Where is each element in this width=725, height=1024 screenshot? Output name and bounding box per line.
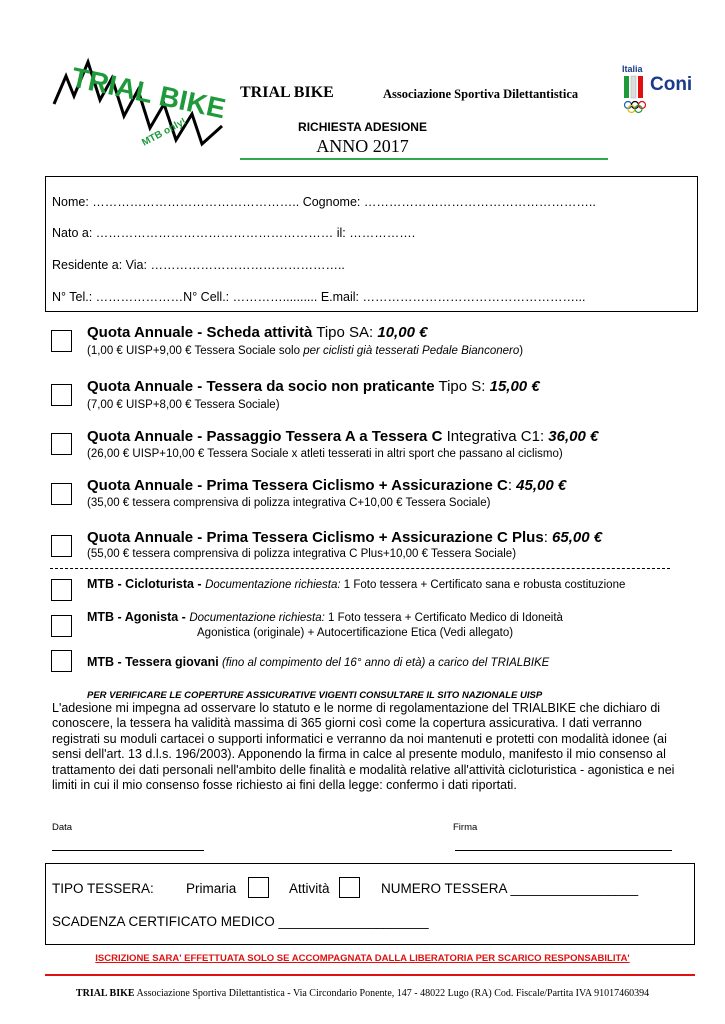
quota-c-detail: (35,00 € tessera comprensiva di polizza integrativa C+10,00 € Tessera Sociale): [87, 497, 491, 509]
quota-sa-detail-b: ): [519, 345, 524, 357]
quota-c1-type: Integrativa C1:: [442, 428, 549, 445]
mtb-cicloturista-doc: Documentazione richiesta:: [205, 579, 341, 591]
form-year: ANNO 2017: [316, 136, 409, 156]
mtb-cicloturista-checkbox[interactable]: [51, 579, 72, 601]
quota-c-price: 45,00 €: [516, 477, 567, 494]
liberatoria-note: ISCRIZIONE SARA' EFFETTUATA SOLO SE ACCOMPAGNATA DALLA LIBERATORIA PER SCARICO RESPONSABILITA': [95, 953, 630, 964]
quota-s-title: [87, 378, 540, 395]
header-subtitle: Associazione Sportiva Dilettantistica: [383, 87, 579, 101]
logo-text: TRIAL BIKE: [68, 61, 229, 125]
attivita-checkbox[interactable]: [339, 877, 360, 898]
coni-emblem-icon: [622, 74, 648, 116]
quota-c1-name: Quota Annuale - Passaggio Tessera A a Tessera C: [87, 428, 443, 445]
mtb-agonista-text2: Agonistica (originale) + Autocertificazione Etica (Vedi allegato): [197, 627, 514, 639]
quota-c1-checkbox[interactable]: [51, 433, 72, 455]
quota-sa-title: [87, 324, 427, 341]
coni-logo: [620, 64, 693, 116]
quota-c-type: :: [507, 477, 517, 494]
footer-divider: [45, 974, 695, 976]
consent-paragraph: L'adesione mi impegna ad osservare lo statuto e le norme di regolamentazione del TRIALBIKE che dichiaro di conoscere, la tessera ha validità massima di 365 giorni così come la copertura assicurativa. I dati verranno registrati su moduli cartacei o supporti informatici e verranno da noi mantenuti e protetti con modalità idonee (ai sensi dell'art. 13 d.l.s. 196/2003). Apponendo la firma in calce al presente modulo, manifesto il mio consenso al trattamento dei dati personali nell'ambito delle finalità e modalità relative all'attività cicloturistica - agonistica e nei limiti in cui il mio consenso fosse richiesto ai fini della legge: confermo i dati riportati.: [52, 701, 675, 793]
quota-s-detail: (7,00 € UISP+8,00 € Tessera Sociale): [87, 399, 280, 411]
quota-c-title: [87, 477, 566, 494]
quota-sa-name: Quota Annuale - Scheda attività: [87, 324, 313, 341]
quota-cplus-checkbox[interactable]: [51, 535, 72, 557]
header-title: TRIAL BIKE: [240, 84, 334, 101]
tipo-tessera-label: TIPO TESSERA:: [52, 881, 154, 896]
data-line[interactable]: [52, 850, 204, 851]
quota-sa-detail: [87, 345, 523, 357]
quota-s-type: Tipo S:: [434, 378, 490, 395]
mtb-agonista-text1: 1 Foto tessera + Certificato Medico di Idoneità: [324, 612, 563, 624]
data-label: Data: [52, 822, 73, 833]
mtb-giovani-label: [87, 655, 549, 669]
nato-field[interactable]: Nato a: ………………………………………………… il: …………….: [52, 226, 416, 240]
quota-sa-price: 10,00 €: [377, 324, 428, 341]
footer-bold: TRIAL BIKE: [75, 988, 135, 999]
quota-cplus-title: [87, 529, 602, 546]
mtb-giovani-checkbox[interactable]: [51, 650, 72, 672]
quota-c1-title: [87, 428, 598, 445]
quota-s-price: 15,00 €: [489, 378, 540, 395]
quota-c1-price: 36,00 €: [548, 428, 599, 445]
quota-sa-detail-italic: per ciclisti già tesserati Pedale Bianconero: [303, 345, 520, 357]
mtb-cicloturista-title: MTB - Cicloturista -: [87, 577, 206, 591]
quota-c-name: Quota Annuale - Prima Tessera Ciclismo + Assicurazione C: [87, 477, 508, 494]
attivita-label: Attività: [289, 881, 330, 896]
quota-s-checkbox[interactable]: [51, 384, 72, 406]
quota-sa-checkbox[interactable]: [51, 330, 72, 352]
header-divider: [240, 158, 608, 160]
mtb-cicloturista-text: 1 Foto tessera + Certificato sana e robusta costituzione: [340, 579, 626, 591]
residente-field[interactable]: Residente a: Via: ………………………………………..: [52, 258, 345, 272]
quota-cplus-name: Quota Annuale - Prima Tessera Ciclismo + Assicurazione C Plus: [87, 529, 544, 546]
footer: [0, 988, 725, 999]
coni-italia: Italia: [622, 64, 643, 74]
quota-cplus-type: :: [543, 529, 553, 546]
firma-line[interactable]: [455, 850, 672, 851]
primaria-label: Primaria: [186, 881, 237, 896]
footer-text: Associazione Sportiva Dilettantistica - Via Circondario Ponente, 147 - 48022 Lugo (RA) Cod. Fiscale/Partita IVA 91017460394: [134, 988, 650, 999]
dashed-divider: [50, 568, 670, 569]
office-use-box: [45, 863, 695, 945]
insurance-warning: PER VERIFICARE LE COPERTURE ASSICURATIVE VIGENTI CONSULTARE IL SITO NAZIONALE UISP: [87, 690, 543, 701]
mtb-agonista-title: MTB - Agonista -: [87, 610, 190, 624]
logo-subtext: MTB only!: [140, 116, 189, 149]
scadenza-certificato-field[interactable]: SCADENZA CERTIFICATO MEDICO ____________________: [52, 914, 429, 929]
coni-text: Coni: [650, 74, 693, 95]
firma-label: Firma: [453, 822, 478, 833]
mtb-agonista-doc: Documentazione richiesta:: [189, 612, 325, 624]
contatti-field[interactable]: N° Tel.: …………………N° Cell.: ………….......... E.mail: ……………………………………………...: [52, 290, 586, 304]
primaria-checkbox[interactable]: [248, 877, 269, 898]
quota-cplus-price: 65,00 €: [552, 529, 603, 546]
quota-s-name: Quota Annuale - Tessera da socio non praticante: [87, 378, 435, 395]
mtb-cicloturista-label: [87, 577, 625, 591]
quota-c-checkbox[interactable]: [51, 483, 72, 505]
mtb-agonista-label: [87, 610, 563, 624]
mtb-agonista-checkbox[interactable]: [51, 615, 72, 637]
quota-sa-type: Tipo SA:: [312, 324, 378, 341]
quota-cplus-detail: (55,00 € tessera comprensiva di polizza integrativa C Plus+10,00 € Tessera Sociale): [87, 548, 517, 560]
quota-c1-detail: (26,00 € UISP+10,00 € Tessera Sociale x atleti tesserati in altri sport che passano al ciclismo): [87, 448, 563, 460]
mtb-giovani-title: MTB - Tessera giovani: [87, 655, 219, 669]
quota-sa-detail-a: (1,00 € UISP+9,00 € Tessera Sociale solo: [87, 345, 304, 357]
nome-cognome-field[interactable]: Nome: ………………………………………….. Cognome: ………………………………………………..: [52, 195, 596, 209]
mtb-giovani-text: (fino al compimento del 16° anno di età) a carico del TRIALBIKE: [218, 657, 550, 669]
numero-tessera-field[interactable]: NUMERO TESSERA _________________: [381, 881, 639, 896]
form-title: RICHIESTA ADESIONE: [298, 120, 427, 134]
